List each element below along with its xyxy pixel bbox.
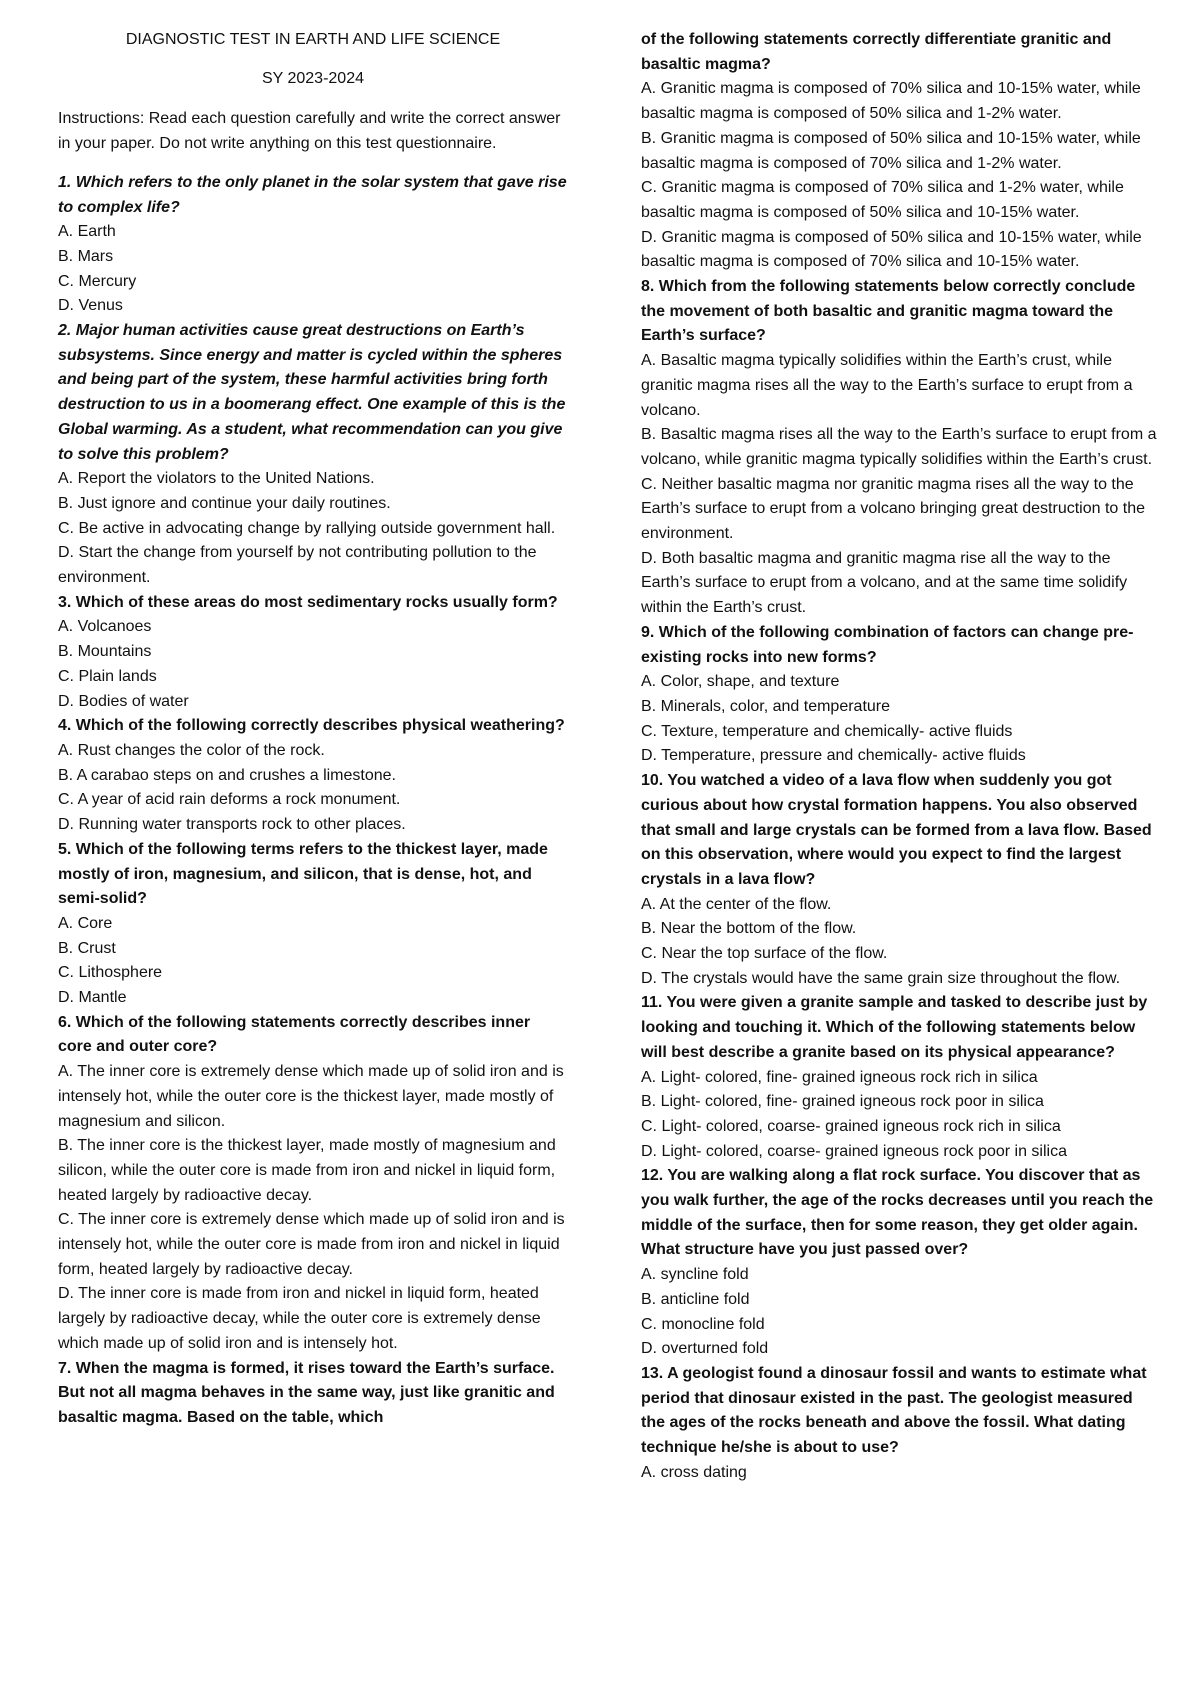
question-stem: 13. A geologist found a dinosaur fossil and wants to estimate what period that dinosaur existed in the past. The geologist measured the ages of the rocks beneath and above the fossil. What dating technique he/she is about to use? bbox=[641, 1364, 1147, 1457]
answer-option: C. Neither basaltic magma nor granitic magma rises all the way to the Earth’s surface to erupt from a volcano bringing great destruction to the environment. bbox=[641, 475, 1145, 543]
answer-option: D. Start the change from yourself by not contributing pollution to the bbox=[58, 544, 537, 562]
answer-option: B. Light- colored, fine- grained igneous rock poor in silica bbox=[641, 1093, 1044, 1111]
question-7-continued bbox=[641, 28, 1161, 275]
answer-option: B. Mountains bbox=[58, 643, 152, 661]
question-1 bbox=[58, 171, 568, 319]
question-stem: 4. Which of the following correctly describes physical weathering? bbox=[58, 717, 565, 735]
question-stem: 5. Which of the following terms refers to the thickest layer, made mostly of iron, magnesium, and silicon, that is dense, hot, and semi-solid? bbox=[58, 840, 548, 908]
answer-option: C. The inner core is extremely dense which made up of solid iron and is intensely hot, while the outer core is made from iron and nickel in liquid form, heated largely by radioactive decay. bbox=[58, 1211, 565, 1278]
question-stem: 11. You were given a granite sample and tasked to describe just by looking and touching it. Which of the following statements below will best describe a granite based on its physical appearance? bbox=[641, 994, 1148, 1061]
question-7 bbox=[58, 1357, 568, 1431]
answer-option: environment. bbox=[58, 569, 151, 587]
question-11 bbox=[641, 991, 1161, 1164]
answer-option: A. Core bbox=[58, 914, 113, 932]
question-12 bbox=[641, 1164, 1161, 1362]
answer-option: B. Granitic magma is composed of 50% silica and 10-15% water, while basaltic magma is composed of 70% silica and 1-2% water. bbox=[641, 129, 1141, 172]
answer-option: A. Color, shape, and texture bbox=[641, 673, 840, 691]
question-stem: 8. Which from the following statements below correctly conclude the movement of both basaltic and granitic magma toward the Earth’s surface? bbox=[641, 278, 1136, 345]
answer-option: D. The crystals would have the same grain size throughout the flow. bbox=[641, 969, 1121, 987]
question-stem: 1. Which refers to the only planet in the solar system that gave rise to complex life? bbox=[58, 173, 567, 216]
question-stem: 9. Which of the following combination of factors can change pre-existing rocks into new forms? bbox=[641, 623, 1134, 666]
answer-option: A. Earth bbox=[58, 223, 116, 241]
question-5 bbox=[58, 838, 568, 1011]
answer-option: B. anticline fold bbox=[641, 1290, 750, 1308]
answer-option: D. The inner core is made from iron and nickel in liquid form, heated largely by radioactive decay, while the outer core is extremely dense which made up of solid iron and is intensely hot. bbox=[58, 1285, 541, 1352]
answer-option: A. Report the violators to the United Nations. bbox=[58, 470, 375, 488]
answer-option: D. Venus bbox=[58, 297, 123, 315]
answer-option: D. Light- colored, coarse- grained igneous rock poor in silica bbox=[641, 1142, 1067, 1160]
answer-option: C. Plain lands bbox=[58, 667, 157, 685]
answer-option: C. Near the top surface of the flow. bbox=[641, 945, 888, 963]
answer-option: B. A carabao steps on and crushes a limestone. bbox=[58, 766, 396, 784]
answer-option: A. Volcanoes bbox=[58, 618, 152, 636]
question-stem: 12. You are walking along a flat rock surface. You discover that as you walk further, the age of the rocks decreases until you reach the middle of the surface, then for some reason, they get older again. What structure have you just passed over? bbox=[641, 1167, 1154, 1259]
answer-option: B. Crust bbox=[58, 939, 116, 957]
left-column bbox=[58, 28, 568, 1431]
answer-option: D. Both basaltic magma and granitic magma rise all the way to the Earth’s surface to erupt from a volcano, and at the same time solidify within the Earth’s crust. bbox=[641, 549, 1128, 617]
answer-option: A. At the center of the flow. bbox=[641, 895, 832, 913]
answer-option: D. Bodies of water bbox=[58, 692, 189, 710]
question-stem: 3. Which of these areas do most sedimentary rocks usually form? bbox=[58, 593, 558, 611]
question-stem: 2. Major human activities cause great destructions on Earth’s subsystems. Since energy and matter is cycled within the spheres and being part of the system, these harmful activities bring forth destruction to us in a boomerang effect. One example of this is the Global warming. As a student, what recommendation can you give to solve this problem? bbox=[58, 322, 566, 463]
instructions: Instructions: Read each question carefully and write the correct answer in your paper. Do not write anything on this test questionnaire. bbox=[58, 110, 561, 153]
answer-option: B. Just ignore and continue your daily routines. bbox=[58, 494, 391, 512]
question-13 bbox=[641, 1362, 1161, 1486]
question-6 bbox=[58, 1011, 568, 1357]
answer-option: C. Lithosphere bbox=[58, 964, 163, 982]
question-4 bbox=[58, 714, 568, 838]
answer-option: C. monocline fold bbox=[641, 1315, 765, 1333]
answer-option: C. Granitic magma is composed of 70% silica and 1-2% water, while basaltic magma is composed of 50% silica and 10-15% water. bbox=[641, 179, 1124, 221]
question-2 bbox=[58, 319, 568, 591]
question-3 bbox=[58, 591, 568, 715]
question-stem: 7. When the magma is formed, it rises toward the Earth’s surface. But not all magma behaves in the same way, just like granitic and basaltic magma. Based on the table, which bbox=[58, 1359, 555, 1426]
answer-option: A. Granitic magma is composed of 70% silica and 10-15% water, while basaltic magma is composed of 50% silica and 1-2% water. bbox=[641, 80, 1141, 123]
answer-option: A. cross dating bbox=[641, 1463, 747, 1481]
right-column bbox=[641, 28, 1161, 1485]
answer-option: C. Mercury bbox=[58, 272, 137, 290]
answer-option: A. Basaltic magma typically solidifies within the Earth’s crust, while granitic magma rises all the way to the Earth’s surface to erupt from a volcano. bbox=[641, 352, 1133, 419]
question-stem: 6. Which of the following statements correctly describes inner core and outer core? bbox=[58, 1013, 531, 1056]
question-9 bbox=[641, 621, 1161, 769]
answer-option: A. Rust changes the color of the rock. bbox=[58, 741, 325, 759]
answer-option: A. syncline fold bbox=[641, 1266, 749, 1284]
answer-option: C. Light- colored, coarse- grained igneous rock rich in silica bbox=[641, 1117, 1061, 1135]
question-stem: of the following statements correctly differentiate granitic and basaltic magma? bbox=[641, 31, 1112, 73]
answer-option: B. Mars bbox=[58, 247, 114, 265]
answer-option: C. Texture, temperature and chemically- active fluids bbox=[641, 722, 1013, 740]
answer-option: D. Granitic magma is composed of 50% silica and 10-15% water, while basaltic magma is composed of 70% silica and 10-15% water. bbox=[641, 228, 1142, 271]
answer-option: C. Be active in advocating change by rallying outside government hall. bbox=[58, 519, 556, 537]
answer-option: D. Running water transports rock to other places. bbox=[58, 816, 406, 834]
answer-option: B. Minerals, color, and temperature bbox=[641, 697, 891, 715]
answer-option: D. overturned fold bbox=[641, 1340, 769, 1358]
question-10 bbox=[641, 769, 1161, 991]
answer-option: B. The inner core is the thickest layer, made mostly of magnesium and silicon, while the outer core is made from iron and nickel in liquid form, heated largely by radioactive decay. bbox=[58, 1137, 556, 1204]
answer-option: C. A year of acid rain deforms a rock monument. bbox=[58, 791, 401, 809]
answer-option: D. Mantle bbox=[58, 989, 127, 1007]
question-stem: 10. You watched a video of a lava flow when suddenly you got curious about how crystal formation happens. You also observed that small and large crystals can be formed from a lava flow. Based on this observation, where would you expect to find the largest crystals in a lava flow? bbox=[641, 772, 1152, 888]
answer-option: D. Temperature, pressure and chemically- active fluids bbox=[641, 747, 1026, 765]
school-year: SY 2023-2024 bbox=[261, 69, 364, 87]
answer-option: A. The inner core is extremely dense which made up of solid iron and is intensely hot, while the outer core is the thickest layer, made mostly of magnesium and silicon. bbox=[58, 1063, 564, 1130]
answer-option: B. Basaltic magma rises all the way to the Earth’s surface to erupt from a volcano, while granitic magma typically solidifies within the Earth’s crust. bbox=[641, 426, 1157, 468]
answer-option: A. Light- colored, fine- grained igneous rock rich in silica bbox=[641, 1068, 1038, 1086]
question-8 bbox=[641, 275, 1161, 621]
answer-option: B. Near the bottom of the flow. bbox=[641, 920, 857, 938]
document-title: DIAGNOSTIC TEST IN EARTH AND LIFE SCIENCE bbox=[125, 31, 501, 48]
